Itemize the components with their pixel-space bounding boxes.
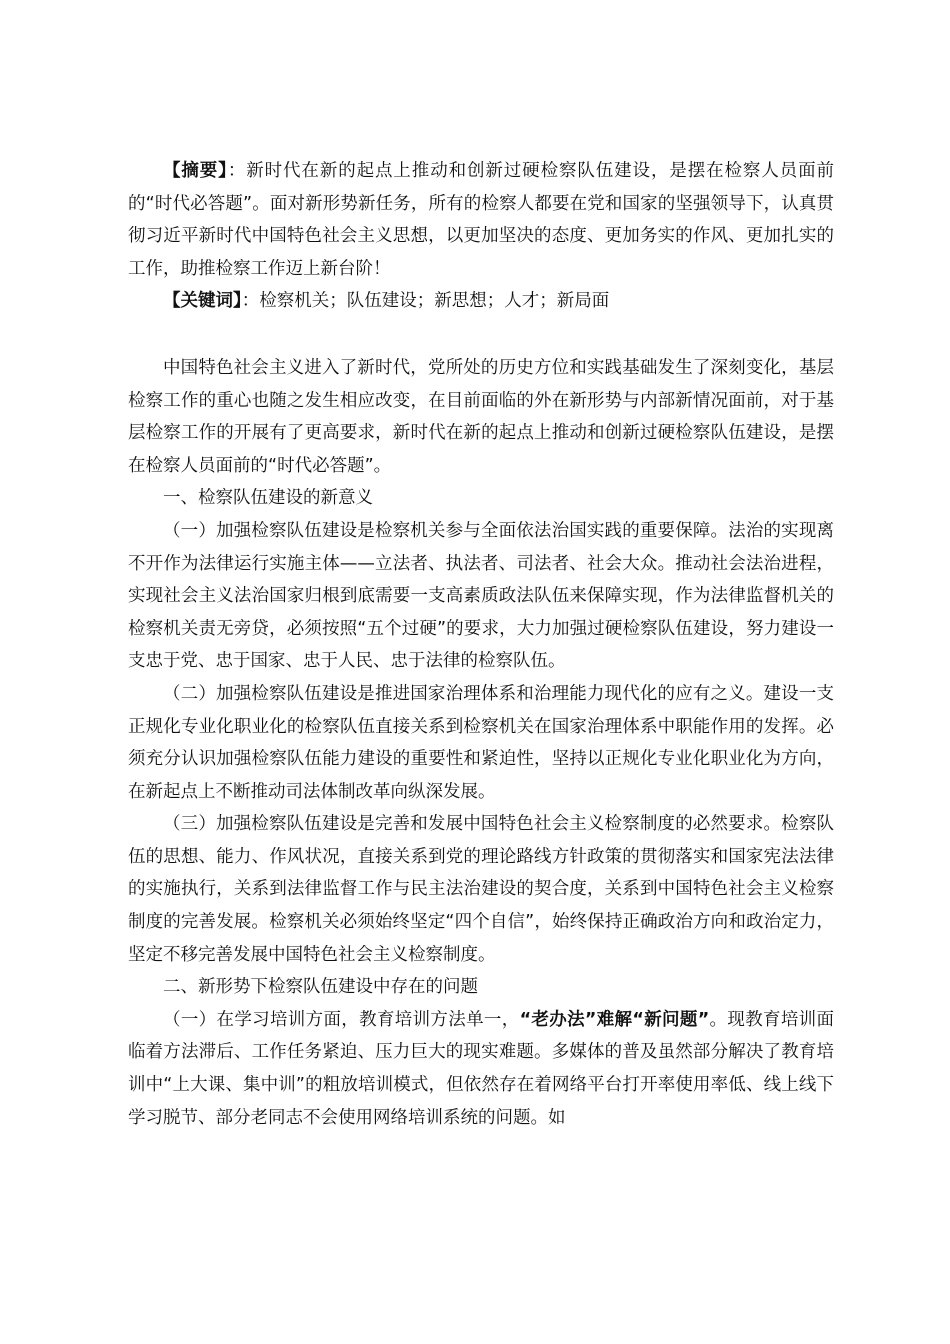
section1-heading: 一、检察队伍建设的新意义 bbox=[163, 488, 373, 509]
keywords-text: ：检察机关；队伍建设；新思想；人才；新局面 bbox=[241, 291, 610, 312]
abstract-label: 【摘要】 bbox=[163, 161, 228, 181]
keywords-label: 【关键词】 bbox=[163, 291, 242, 312]
section2-p1-rest: 。现教育培训面临着方法滞后、工作任务紧迫、压力巨大的现实难题。多媒体的普及虽然部分解决了教育培训中“上大课、集中训”的粗放培训模式，但依然存在着网络平台打开率使用率低、线上线下学习脱节、部分老同志不会使用网络培训系统的问题。如 bbox=[128, 1009, 835, 1128]
keywords-paragraph bbox=[128, 285, 834, 318]
section1-paragraph-3: （三）加强检察队伍建设是完善和发展中国特色社会主义检察制度的必然要求。检察队伍的思想、能力、作风状况，直接关系到党的理论路线方针政策的贯彻落实和国家宪法法律的实施执行，关系到法律监督工作与民主法治建设的契合度，关系到中国特色社会主义检察制度的完善发展。检察机关必须始终坚定“四个自信”，始终保持正确政治方向和政治定力，坚定不移完善发展中国特色社会主义检察制度。 bbox=[128, 814, 834, 965]
abstract-paragraph bbox=[128, 155, 834, 285]
section1-paragraph-2: （二）加强检察队伍建设是推进国家治理体系和治理能力现代化的应有之义。建设一支正规化专业化职业化的检察队伍直接关系到检察机关在国家治理体系中职能作用的发挥。必须充分认识加强检察队伍能力建设的重要性和紧迫性，坚持以正规化专业化职业化为方向，在新起点上不断推动司法体制改革向纵深发展。 bbox=[128, 683, 834, 802]
section-spacer bbox=[128, 318, 834, 352]
section2-p1-emphasis: “老办法”难解“新问题” bbox=[519, 1009, 710, 1030]
abstract-text: ：新时代在新的起点上推动和创新过硬检察队伍建设，是摆在检察人员面前的“时代必答题”。面对新形势新任务，所有的检察人都要在党和国家的坚强领导下，认真贯彻习近平新时代中国特色社会主义思想，以更加坚决的态度、更加务实的作风、更加扎实的工作，助推检察工作迈上新台阶！ bbox=[128, 161, 835, 279]
intro-paragraph: 中国特色社会主义进入了新时代，党所处的历史方位和实践基础发生了深刻变化，基层检察工作的重心也随之发生相应改变，在目前面临的外在新形势与内部新情况面前，对于基层检察工作的开展有了更高要求，新时代在新的起点上推动和创新过硬检察队伍建设，是摆在检察人员面前的“时代必答题”。 bbox=[128, 357, 834, 476]
document-page bbox=[128, 155, 834, 1134]
section2-paragraph-1 bbox=[128, 1004, 834, 1134]
section2-heading: 二、新形势下检察队伍建设中存在的问题 bbox=[163, 977, 478, 998]
section1-paragraph-1: （一）加强检察队伍建设是检察机关参与全面依法治国实践的重要保障。法治的实现离不开作为法律运行实施主体——立法者、执法者、司法者、社会大众。推动社会法治进程，实现社会主义法治国家归根到底需要一支高素质政法队伍来保障实现，作为法律监督机关的检察机关责无旁贷，必须按照“五个过硬”的要求，大力加强过硬检察队伍建设，努力建设一支忠于党、忠于国家、忠于人民、忠于法律的检察队伍。 bbox=[128, 520, 834, 672]
section2-p1-lead: （一）在学习培训方面，教育培训方法单一， bbox=[163, 1009, 520, 1030]
